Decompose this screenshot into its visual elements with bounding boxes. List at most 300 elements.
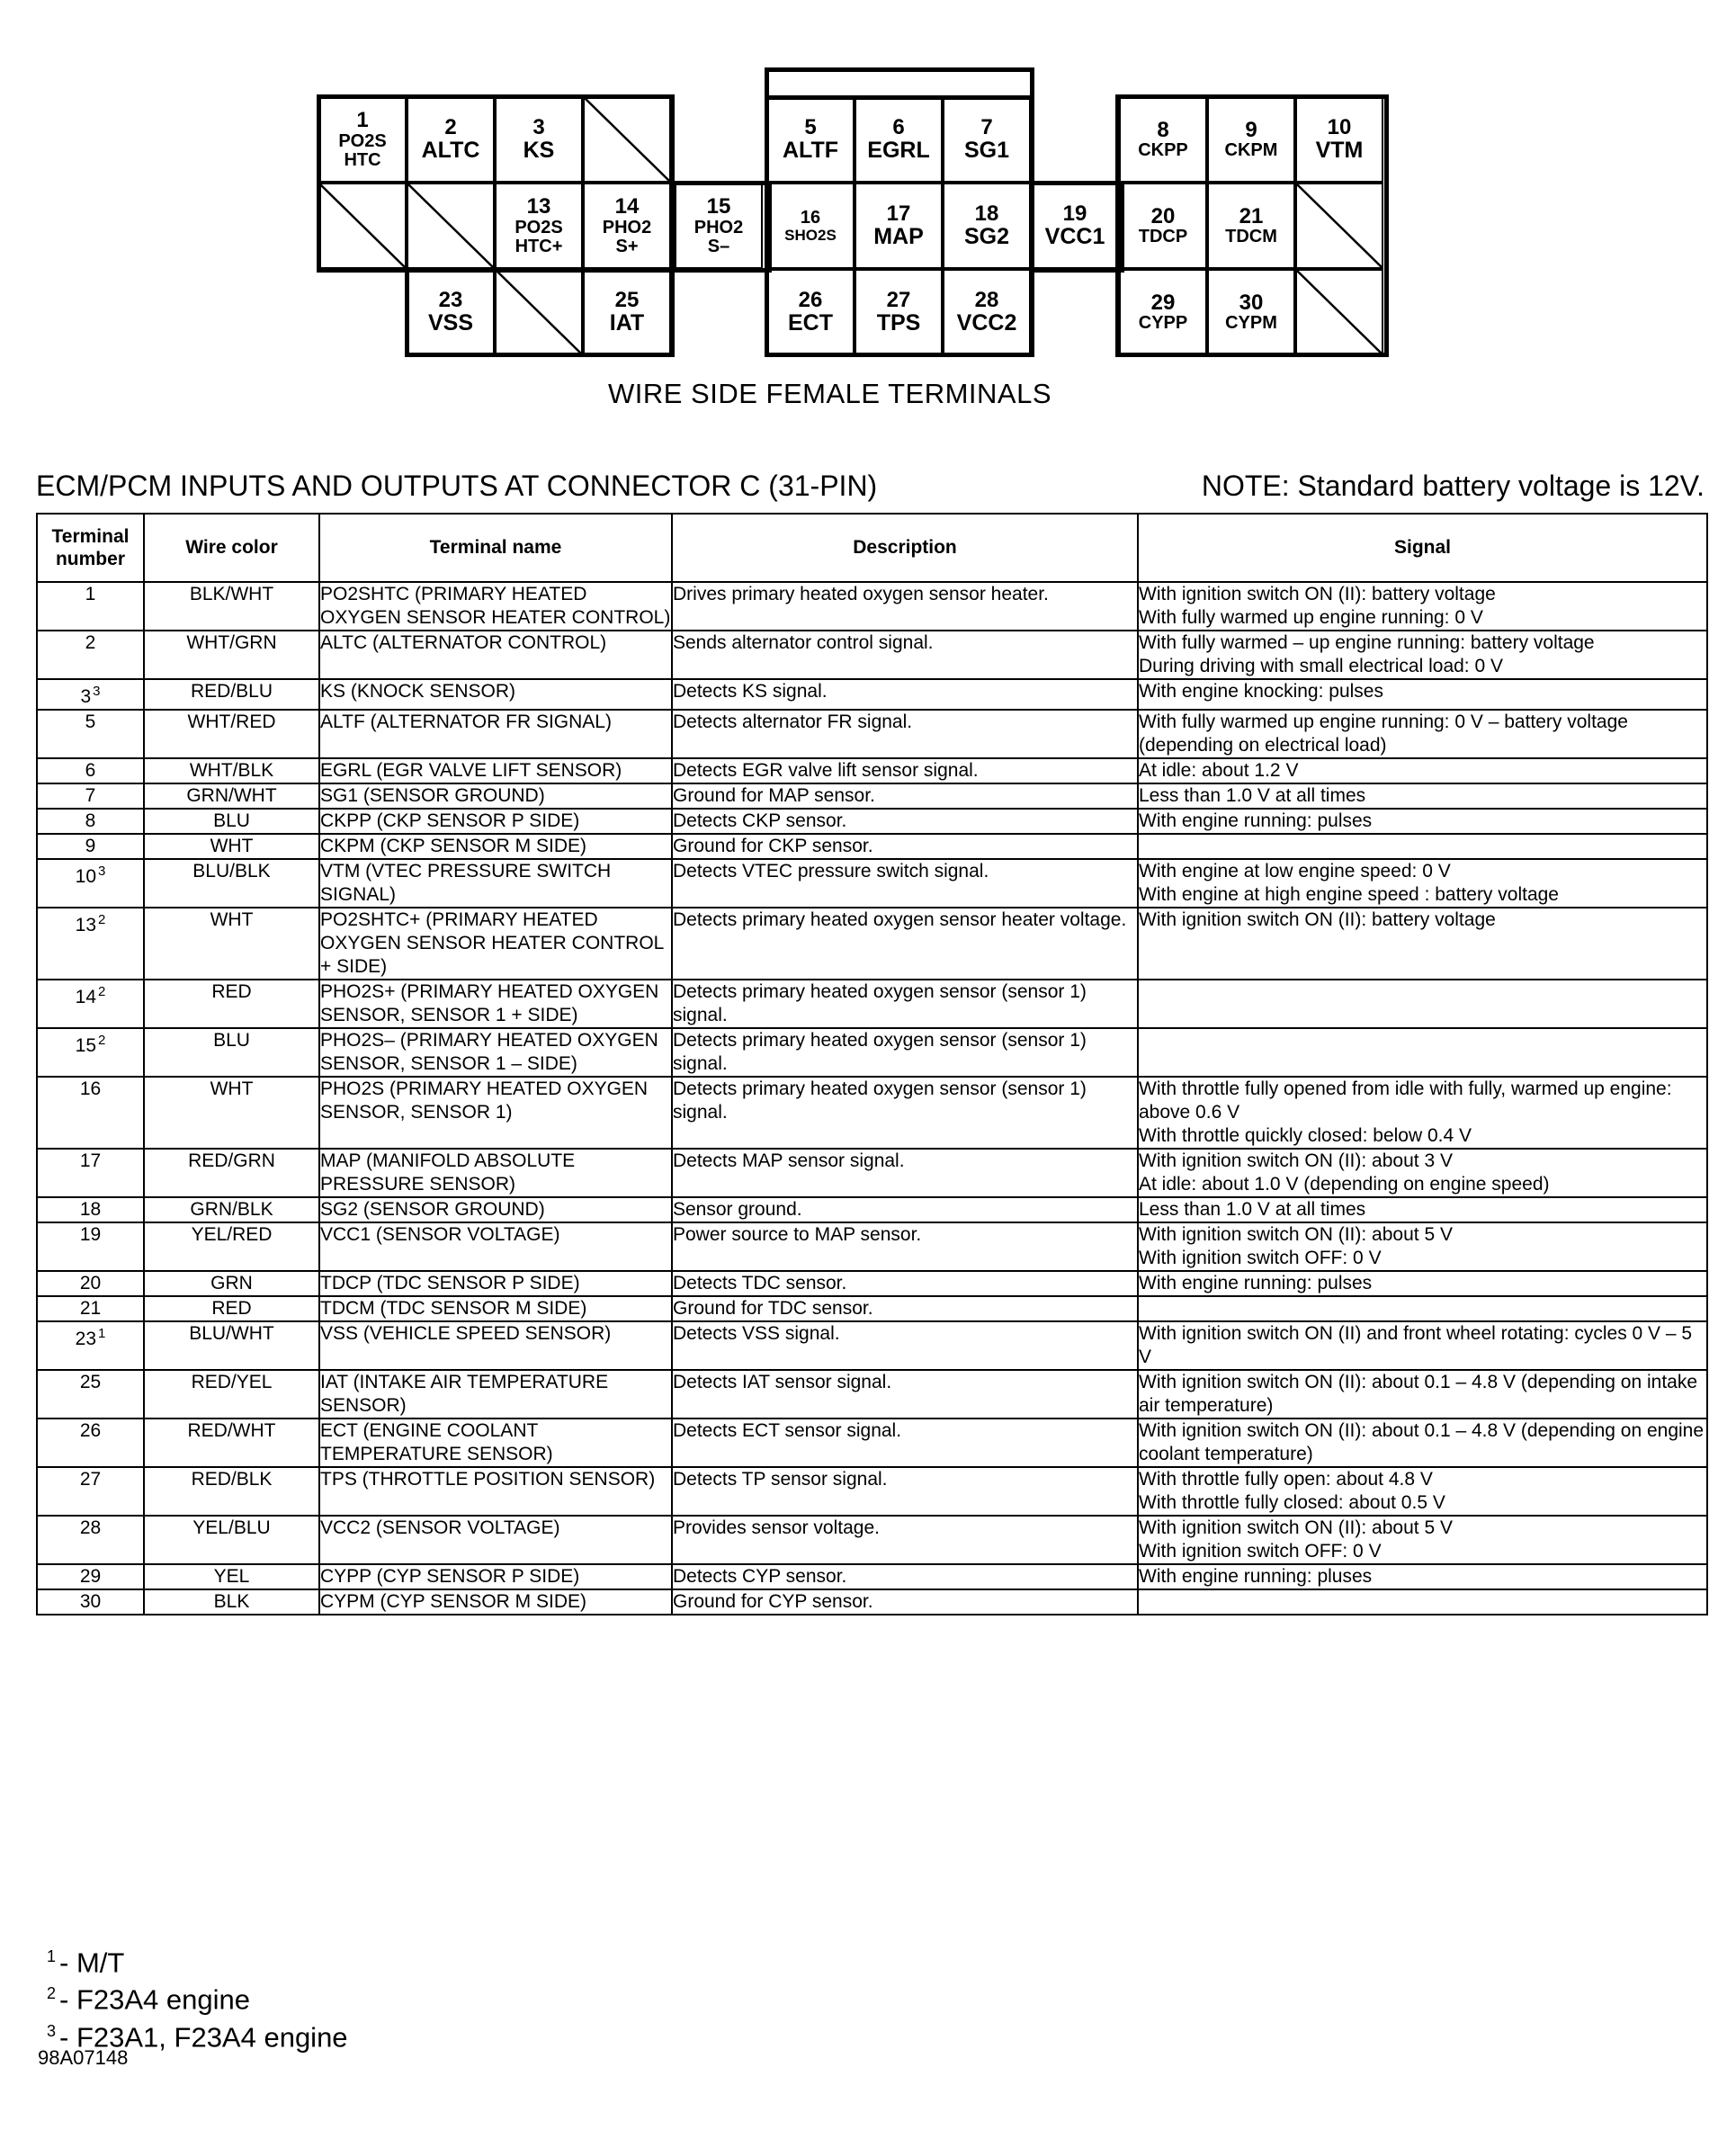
header-terminal-number: Terminal number [37,514,144,582]
wire-color: RED/YEL [144,1370,319,1419]
signal [1138,1589,1707,1615]
signal-line: With engine knocking: pulses [1139,681,1383,702]
table-row [37,758,1707,783]
table-row [37,1321,1707,1370]
table-row [37,582,1707,631]
table-row [37,1271,1707,1296]
footnote-mark: 2 [47,1984,57,2003]
terminal-label: PO2S HTC+ [515,217,563,256]
terminal-number-cell [37,1321,144,1370]
signal-line: With engine running: pluses [1139,1566,1373,1587]
terminal-number: 7 [980,115,993,140]
terminal-number-cell [37,1271,144,1296]
signal-line: At idle: about 1.2 V [1139,760,1299,781]
terminal-number: 3 [80,686,92,707]
table-row [37,1296,1707,1321]
terminal-number: 9 [1245,117,1257,142]
terminal-number: 5 [804,115,817,140]
table-row [37,809,1707,834]
description: Ground for MAP sensor. [672,783,1138,809]
signal [1138,1321,1707,1370]
signal [1138,1028,1707,1077]
signal [1138,1077,1707,1149]
terminal-label: CKPP [1138,140,1188,161]
description: Detects EGR valve lift sensor signal. [672,758,1138,783]
header-description: Description [672,514,1138,582]
terminal-number: 1 [356,108,369,133]
terminal-number: 19 [1062,201,1087,227]
connector-latch [765,67,1034,100]
terminal-23 [407,269,495,355]
terminal-21 [1207,183,1295,269]
table-title: ECM/PCM INPUTS AND OUTPUTS AT CONNECTOR C (31-PIN) [36,470,878,502]
terminal-number: 19 [79,1224,102,1245]
terminal-8 [1119,96,1207,183]
terminal-28 [943,269,1031,355]
signal-line: During driving with small electrical load: 0 V [1139,656,1503,676]
signal [1138,1564,1707,1589]
signal [1138,679,1707,710]
signal-line: At idle: about 1.0 V (depending on engine speed) [1139,1174,1550,1195]
terminal-number-cell [37,1197,144,1222]
description: Detects VSS signal. [672,1321,1138,1370]
footnote-ref: 3 [98,864,106,879]
terminal-number-cell [37,834,144,859]
terminal-label: ALTF [782,138,838,164]
wire-color: BLU/BLK [144,859,319,908]
description: Detects MAP sensor signal. [672,1149,1138,1197]
terminal-4-unused [583,96,671,183]
terminal-label: KS [523,138,555,164]
table-row [37,710,1707,758]
table-row [37,1589,1707,1615]
terminal-name: CKPP (CKP SENSOR P SIDE) [319,809,672,834]
terminal-number: 2 [444,115,457,140]
signal [1138,1149,1707,1197]
wire-color: RED [144,1296,319,1321]
terminal-name: ECT (ENGINE COOLANT TEMPERATURE SENSOR) [319,1419,672,1467]
wire-color: WHT/GRN [144,631,319,679]
signal-line: With ignition switch ON (II): about 3 V [1139,1150,1453,1171]
terminal-17 [855,183,943,269]
terminal-number-cell [37,980,144,1028]
terminal-number: 27 [79,1469,102,1490]
description: Detects CYP sensor. [672,1564,1138,1589]
terminal-label: PHO2 S– [694,217,744,256]
wire-color: GRN [144,1271,319,1296]
table-row [37,1028,1707,1077]
terminal-name: KS (KNOCK SENSOR) [319,679,672,710]
terminal-19 [1031,183,1119,269]
footnote [47,1978,348,2015]
terminal-number: 20 [79,1273,102,1293]
wire-color: BLU [144,809,319,834]
signal-line: With ignition switch ON (II) and front wheel rotating: cycles 0 V – 5 V [1139,1323,1693,1367]
terminal-12-unused [407,183,495,269]
description: Power source to MAP sensor. [672,1222,1138,1271]
wire-color: BLU/WHT [144,1321,319,1370]
signal-line: With ignition switch ON (II): battery voltage [1139,584,1496,604]
terminal-number: 16 [800,207,821,228]
terminal-number-cell [37,809,144,834]
table-row [37,1077,1707,1149]
wire-color: GRN/WHT [144,783,319,809]
table-row [37,1564,1707,1589]
terminal-label: EGRL [867,138,930,164]
terminal-name: TDCP (TDC SENSOR P SIDE) [319,1271,672,1296]
table-row [37,980,1707,1028]
header-signal: Signal [1138,514,1707,582]
terminal-13 [495,183,583,269]
description: Detects IAT sensor signal. [672,1370,1138,1419]
signal [1138,1467,1707,1516]
terminal-number: 16 [79,1078,102,1099]
terminal-27 [855,269,943,355]
terminal-number-cell [37,1296,144,1321]
footnote-ref: 2 [98,984,106,999]
terminal-name: EGRL (EGR VALVE LIFT SENSOR) [319,758,672,783]
wire-color: RED/GRN [144,1149,319,1197]
terminal-number-cell [37,908,144,980]
description: Sends alternator control signal. [672,631,1138,679]
description: Detects primary heated oxygen sensor (sensor 1) signal. [672,1077,1138,1149]
terminal-name: SG2 (SENSOR GROUND) [319,1197,672,1222]
terminal-number: 14 [75,987,96,1007]
footnote-text: - M/T [59,1947,125,1979]
signal-line: With fully warmed up engine running: 0 V [1139,607,1483,628]
footnote-ref: 1 [98,1326,106,1341]
wire-color: WHT [144,834,319,859]
table-title-row [36,470,1705,509]
description: Provides sensor voltage. [672,1516,1138,1564]
description: Detects alternator FR signal. [672,710,1138,758]
wire-color: YEL/RED [144,1222,319,1271]
terminal-number: 30 [1239,290,1264,315]
signal-line: With throttle fully open: about 4.8 V [1139,1469,1433,1490]
terminal-name: VSS (VEHICLE SPEED SENSOR) [319,1321,672,1370]
signal-line: With engine running: pulses [1139,810,1373,831]
terminal-number-cell [37,859,144,908]
terminal-number: 1 [85,584,96,604]
terminal-name: CYPP (CYP SENSOR P SIDE) [319,1564,672,1589]
terminal-label: ALTC [421,138,480,164]
terminal-20 [1119,183,1207,269]
terminal-name: TDCM (TDC SENSOR M SIDE) [319,1296,672,1321]
terminal-label: CYPM [1225,313,1277,334]
terminal-number: 7 [85,785,96,806]
terminal-number: 21 [79,1298,102,1319]
terminal-24-unused [495,269,583,355]
terminal-number: 17 [79,1150,102,1171]
terminal-number: 23 [438,288,463,313]
signal [1138,582,1707,631]
figure-id: 98A07148 [38,2046,129,2069]
wire-color: BLU [144,1028,319,1077]
terminal-number-cell [37,1077,144,1149]
terminal-label: IAT [609,310,645,336]
voltage-note: NOTE: Standard battery voltage is 12V. [1201,470,1705,502]
terminal-number: 17 [886,201,911,227]
footnote-text: - F23A1, F23A4 engine [59,2020,348,2053]
terminal-number: 8 [85,810,96,831]
signal [1138,1271,1707,1296]
terminal-number-cell [37,783,144,809]
terminal-label: PHO2 S+ [602,217,652,256]
terminal-label: TDCM [1225,227,1277,247]
terminal-26 [766,269,855,355]
terminal-label: VCC1 [1044,224,1105,250]
terminal-label: VCC2 [956,310,1017,336]
wire-color: RED [144,980,319,1028]
signal-line: With throttle fully closed: about 0.5 V [1139,1492,1445,1513]
terminal-name: ALTF (ALTERNATOR FR SIGNAL) [319,710,672,758]
wire-color: RED/BLU [144,679,319,710]
terminal-number: 21 [1239,203,1264,228]
terminal-name: CKPM (CKP SENSOR M SIDE) [319,834,672,859]
terminal-number: 27 [886,288,911,313]
signal [1138,1516,1707,1564]
terminal-3 [495,96,583,183]
signal [1138,783,1707,809]
io-table [36,513,1708,1615]
terminal-name: SG1 (SENSOR GROUND) [319,783,672,809]
footnote-text: - F23A4 engine [59,1983,250,2016]
terminal-number: 28 [974,288,999,313]
signal-line: With ignition switch ON (II): about 0.1 – 4.8 V (depending on engine coolant temperature) [1139,1420,1705,1464]
terminal-name: VCC2 (SENSOR VOLTAGE) [319,1516,672,1564]
description: Detects KS signal. [672,679,1138,710]
terminal-22-unused [1295,183,1383,269]
table-body [37,582,1707,1615]
table-row [37,679,1707,710]
signal [1138,980,1707,1028]
terminal-15 [675,183,763,269]
header-terminal-name: Terminal name [319,514,672,582]
terminal-25 [583,269,671,355]
signal [1138,1419,1707,1467]
wire-color: WHT [144,1077,319,1149]
description: Detects ECT sensor signal. [672,1419,1138,1467]
terminal-label: MAP [873,224,924,250]
terminal-number-cell [37,1028,144,1077]
footnote-ref: 2 [98,1033,106,1048]
terminal-name: VCC1 (SENSOR VOLTAGE) [319,1222,672,1271]
table-row [37,1197,1707,1222]
description: Detects primary heated oxygen sensor (sensor 1) signal. [672,980,1138,1028]
description: Sensor ground. [672,1197,1138,1222]
terminal-31-unused [1295,269,1383,355]
terminal-name: PO2SHTC+ (PRIMARY HEATED OXYGEN SENSOR HEATER CONTROL + SIDE) [319,908,672,980]
terminal-number-cell [37,1589,144,1615]
terminal-number-cell [37,1516,144,1564]
terminal-11-unused [318,183,407,269]
table-row [37,908,1707,980]
footnote-mark: 1 [47,1947,57,1965]
terminal-name: VTM (VTEC PRESSURE SWITCH SIGNAL) [319,859,672,908]
terminal-number: 26 [79,1420,102,1441]
terminal-number-cell [37,1564,144,1589]
description: Detects TP sensor signal. [672,1467,1138,1516]
signal-line: With ignition switch ON (II): about 5 V [1139,1224,1453,1245]
terminal-number: 15 [75,1035,96,1056]
terminal-number-cell [37,679,144,710]
terminal-number: 26 [798,288,823,313]
terminal-name: PHO2S+ (PRIMARY HEATED OXYGEN SENSOR, SENSOR 1 + SIDE) [319,980,672,1028]
signal-line: With engine at low engine speed: 0 V [1139,861,1451,882]
description: Drives primary heated oxygen sensor heater. [672,582,1138,631]
terminal-10 [1295,96,1383,183]
signal [1138,1222,1707,1271]
signal [1138,1296,1707,1321]
terminal-number: 29 [1150,290,1176,315]
table-row [37,1370,1707,1419]
table-row [37,1419,1707,1467]
signal-line: With throttle fully opened from idle with fully, warmed up engine: above 0.6 V [1139,1078,1672,1123]
terminal-label: SG2 [963,224,1010,250]
terminal-number-cell [37,631,144,679]
signal-line: With engine running: pulses [1139,1273,1373,1293]
description: Detects TDC sensor. [672,1271,1138,1296]
signal [1138,834,1707,859]
signal [1138,631,1707,679]
signal-line: With ignition switch OFF: 0 V [1139,1541,1382,1562]
wire-color: BLK/WHT [144,582,319,631]
signal-line: Less than 1.0 V at all times [1139,785,1366,806]
connector-caption: WIRE SIDE FEMALE TERMINALS [608,378,1052,409]
terminal-30 [1207,269,1295,355]
terminal-number: 28 [79,1517,102,1538]
table-row [37,834,1707,859]
terminal-number: 25 [79,1372,102,1392]
signal [1138,908,1707,980]
terminal-29 [1119,269,1207,355]
terminal-label: ECT [788,310,833,336]
terminal-number: 8 [1157,117,1169,142]
terminal-number: 5 [85,711,96,732]
terminal-5 [766,96,855,183]
footnote [47,1941,348,1978]
table-row [37,1516,1707,1564]
description: Ground for CKP sensor. [672,834,1138,859]
terminal-number: 18 [974,201,999,227]
footnote-ref: 3 [93,684,101,699]
terminal-number: 14 [614,194,640,219]
terminal-label: VSS [427,310,474,336]
terminal-label: CYPP [1138,313,1188,334]
signal [1138,710,1707,758]
terminal-name: IAT (INTAKE AIR TEMPERATURE SENSOR) [319,1370,672,1419]
terminal-number: 20 [1150,203,1176,228]
terminal-label: CKPM [1224,140,1278,161]
wire-color: YEL [144,1564,319,1589]
terminal-number: 9 [85,836,96,856]
terminal-number: 3 [532,115,545,140]
terminal-name: PHO2S (PRIMARY HEATED OXYGEN SENSOR, SENSOR 1) [319,1077,672,1149]
wire-color: RED/BLK [144,1467,319,1516]
terminal-name: PHO2S– (PRIMARY HEATED OXYGEN SENSOR, SENSOR 1 – SIDE) [319,1028,672,1077]
terminal-number: 15 [706,194,731,219]
signal-line: Less than 1.0 V at all times [1139,1199,1366,1220]
terminal-number-cell [37,1419,144,1467]
terminal-number: 18 [79,1199,102,1220]
terminal-number: 13 [75,915,96,935]
footnote-mark: 3 [47,2021,57,2040]
signal-line: With engine at high engine speed : battery voltage [1139,884,1559,905]
wire-color: BLK [144,1589,319,1615]
terminal-name: PO2SHTC (PRIMARY HEATED OXYGEN SENSOR HEATER CONTROL) [319,582,672,631]
terminal-label: PO2S HTC [338,130,387,170]
terminal-16 [766,183,855,269]
terminal-14 [583,183,671,269]
signal-line: With ignition switch ON (II): about 0.1 – 4.8 V (depending on intake air temperature) [1139,1372,1698,1416]
signal-line: With ignition switch ON (II): battery voltage [1139,909,1496,930]
terminal-number: 29 [79,1566,102,1587]
signal-line: With fully warmed – up engine running: battery voltage [1139,632,1595,653]
footnotes [47,1941,348,2053]
wire-color: GRN/BLK [144,1197,319,1222]
terminal-number-cell [37,710,144,758]
terminal-number: 10 [1327,115,1352,140]
signal [1138,809,1707,834]
wire-color: WHT [144,908,319,980]
terminal-6 [855,96,943,183]
terminal-number-cell [37,582,144,631]
table-row [37,1222,1707,1271]
terminal-9 [1207,96,1295,183]
signal [1138,1370,1707,1419]
header-wire-color: Wire color [144,514,319,582]
description: Detects CKP sensor. [672,809,1138,834]
signal [1138,1197,1707,1222]
description: Ground for CYP sensor. [672,1589,1138,1615]
footnote-ref: 2 [98,912,106,927]
wire-color: WHT/RED [144,710,319,758]
signal [1138,859,1707,908]
terminal-number: 2 [85,632,96,653]
signal [1138,758,1707,783]
terminal-7 [943,96,1031,183]
terminal-number-cell [37,1149,144,1197]
table-row [37,859,1707,908]
connector-diagram [318,89,1389,359]
signal-line: With ignition switch ON (II): about 5 V [1139,1517,1453,1538]
table-row [37,783,1707,809]
terminal-number-cell [37,758,144,783]
signal-line: With ignition switch OFF: 0 V [1139,1248,1382,1268]
terminal-label: TPS [876,310,921,336]
description: Ground for TDC sensor. [672,1296,1138,1321]
table-header-row [37,514,1707,582]
terminal-number-cell [37,1467,144,1516]
terminal-name: TPS (THROTTLE POSITION SENSOR) [319,1467,672,1516]
wire-color: WHT/BLK [144,758,319,783]
terminal-number: 6 [85,760,96,781]
description: Detects primary heated oxygen sensor heater voltage. [672,908,1138,980]
terminal-1 [318,96,407,183]
terminal-2 [407,96,495,183]
terminal-number: 6 [892,115,905,140]
terminal-label: SG1 [963,138,1010,164]
wire-color: RED/WHT [144,1419,319,1467]
terminal-number: 25 [614,288,640,313]
terminal-number: 13 [526,194,551,219]
wire-color: YEL/BLU [144,1516,319,1564]
table-row [37,1149,1707,1197]
description: Detects VTEC pressure switch signal. [672,859,1138,908]
table-row [37,631,1707,679]
terminal-number: 23 [75,1329,96,1349]
table-row [37,1467,1707,1516]
